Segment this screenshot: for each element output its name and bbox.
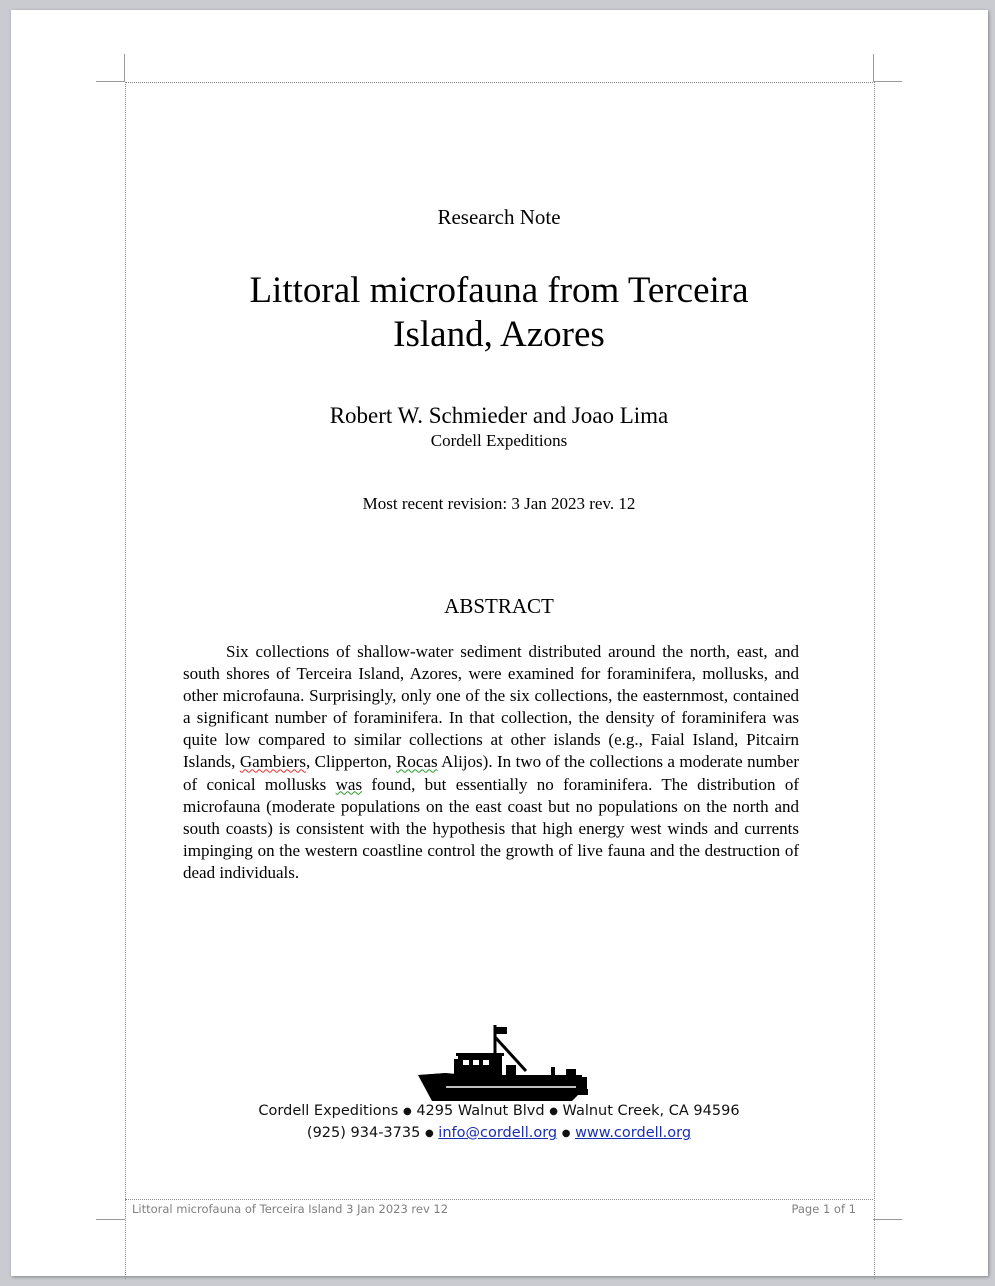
separator-bullet: ● bbox=[561, 1128, 571, 1139]
contact-address: 4295 Walnut Blvd bbox=[416, 1103, 545, 1119]
document-title bbox=[125, 269, 873, 357]
contact-line-address bbox=[125, 1103, 873, 1119]
contact-line-links bbox=[125, 1125, 873, 1141]
spellcheck-word-gambiers[interactable]: Gambiers bbox=[239, 752, 306, 772]
contact-org: Cordell Expeditions bbox=[258, 1103, 399, 1119]
abstract-part-2: , Clipperton, bbox=[305, 752, 397, 772]
affiliation: Cordell Expeditions bbox=[430, 431, 568, 450]
document-page bbox=[11, 10, 988, 1276]
abstract-text bbox=[183, 641, 799, 884]
crop-mark bbox=[873, 54, 874, 82]
spellcheck-word-rocas[interactable]: Rocas bbox=[396, 752, 438, 772]
abstract-part-4: found, but essentially no foraminifera. The distribution of microfauna (moderate populations on the east coast but no populations on the north and south coasts) is consistent with the hypothesis that high energy west winds and currents impinging on the western coastline control the growth of live fauna and the destruction of dead individuals. bbox=[183, 774, 799, 882]
title-line-2: Island, Azores bbox=[393, 314, 605, 355]
crop-mark bbox=[124, 54, 125, 82]
crop-mark bbox=[96, 1219, 125, 1220]
footer-boundary bbox=[125, 1199, 873, 1200]
email-link[interactable]: info@cordell.org bbox=[438, 1125, 558, 1141]
separator-bullet: ● bbox=[402, 1106, 412, 1117]
abstract-part-3: Alijos). In two of the collections a moderate number of conical mollusks bbox=[183, 752, 799, 794]
grammar-word-was[interactable]: was bbox=[335, 774, 363, 794]
crop-mark bbox=[96, 81, 125, 82]
contact-city: Walnut Creek, CA 94596 bbox=[562, 1103, 740, 1119]
ship-icon bbox=[406, 1015, 592, 1101]
research-note-label: Research Note bbox=[437, 205, 561, 229]
abstract-part-1: Six collections of shallow-water sediment distributed around the north, east, and south shores of Terceira Island, Azores, were examined for foraminifera, mollusks, and other microfauna. Surprisingly, only one of the six collections, the easternmost, contained a significant number of foraminifera. In that collection, the density of foraminifera was quite low compared to similar collections at other islands (e.g., Faial Island, Pitcairn Islands, bbox=[183, 642, 799, 772]
footer-document-info: Littoral microfauna of Terceira Island 3 Jan 2023 rev 12 bbox=[132, 1202, 449, 1216]
footer-page-number: Page 1 of 1 bbox=[791, 1202, 856, 1216]
separator-bullet: ● bbox=[549, 1106, 558, 1117]
contact-phone: (925) 934-3735 bbox=[306, 1125, 421, 1141]
crop-mark bbox=[873, 1219, 902, 1220]
authors: Robert W. Schmieder and Joao Lima bbox=[329, 403, 669, 428]
website-link[interactable]: www.cordell.org bbox=[575, 1125, 692, 1141]
separator-bullet: ● bbox=[424, 1128, 434, 1139]
abstract-heading: ABSTRACT bbox=[444, 594, 554, 618]
title-line-1: Littoral microfauna from Terceira bbox=[249, 270, 749, 311]
revision-note: Most recent revision: 3 Jan 2023 rev. 12 bbox=[362, 494, 636, 513]
crop-mark bbox=[873, 81, 902, 82]
